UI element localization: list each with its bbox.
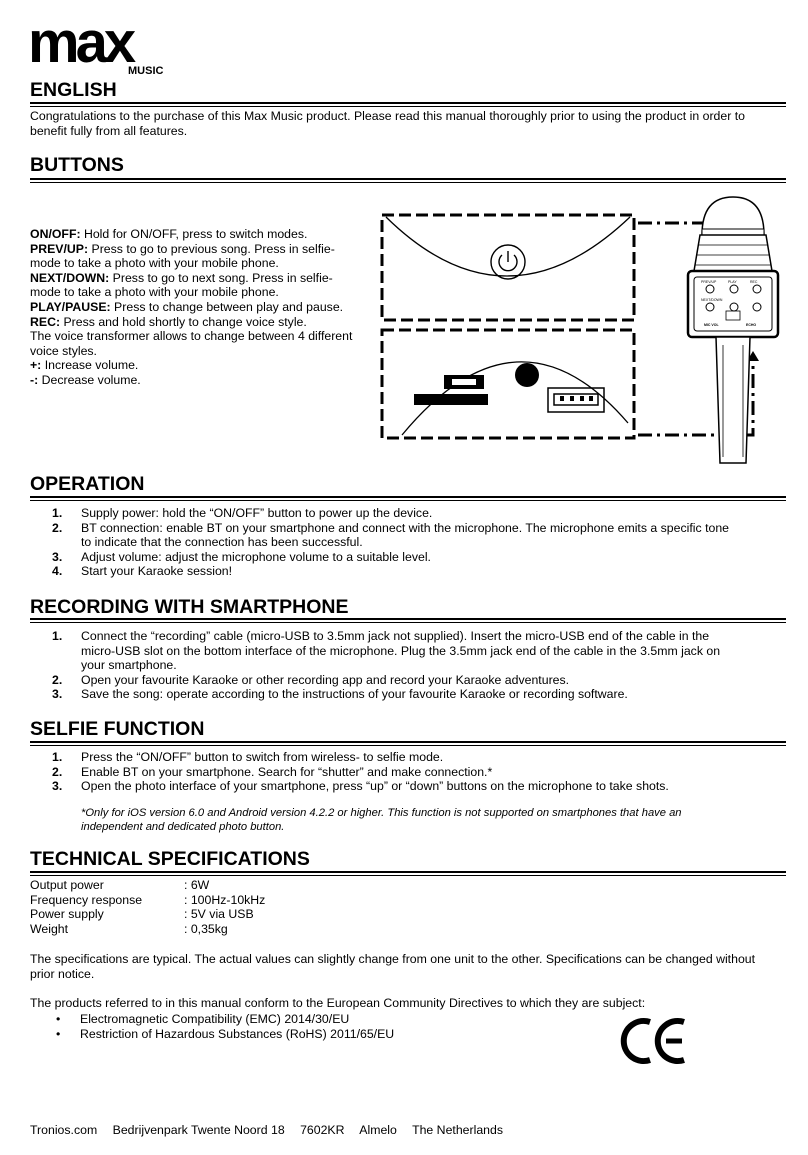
button-desc-on-off: ON/OFF: Hold for ON/OFF, press to switch modes. (30, 227, 308, 241)
ce-mark-icon (618, 1016, 692, 1066)
recording-steps (52, 629, 742, 702)
panel-label-prev: PREV/UP (701, 280, 717, 284)
section-title-recording: RECORDING WITH SMARTPHONE (30, 596, 349, 618)
list-item: • Electromagnetic Compatibility (EMC) 2014/30/EU (52, 1012, 394, 1027)
list-item: 1. Connect the “recording” cable (micro-USB to 3.5mm jack not supplied). Insert the micro-USB end of the cable in the micro-USB slot on the bottom interface of the microphone. Plug the 3.5mm jack end of the cable in the 3.5mm jack on your smartphone. (52, 629, 721, 673)
microphone-diagram (378, 195, 788, 467)
list-item: • Restriction of Hazardous Substances (RoHS) 2011/65/EU (52, 1027, 394, 1042)
logo-text: max (28, 18, 133, 75)
panel-label-play: PLAY (728, 280, 737, 284)
buttons-description (30, 227, 360, 388)
button-desc-next-down: NEXT/DOWN: Press to go to next song. Press in selfie-mode to take a photo with your mobile phone. (30, 270, 333, 300)
panel-label-next: NEXT/DOWN (701, 298, 723, 302)
voice-transformer-desc: The voice transformer allows to change between 4 different voice styles. (30, 329, 353, 358)
section-divider (30, 871, 786, 876)
footer-street: Bedrijvenpark Twente Noord 18 (112, 1123, 285, 1137)
footer-country: The Netherlands (412, 1123, 503, 1137)
panel-label-mic-vol: MIC VOL (704, 323, 719, 327)
list-item: 1. Press the “ON/OFF” button to switch from wireless- to selfie mode. (52, 750, 444, 764)
section-title-specs: TECHNICAL SPECIFICATIONS (30, 848, 310, 870)
section-divider (30, 178, 786, 183)
spec-row: Output power : 6W (30, 878, 210, 892)
list-item: 4. Start your Karaoke session! (52, 564, 233, 579)
section-divider (30, 618, 786, 623)
footer-address (30, 1123, 515, 1137)
spec-row: Power supply : 5V via USB (30, 907, 254, 922)
max-music-logo (28, 18, 188, 78)
micro-usb-port-icon (414, 375, 488, 405)
section-title-operation: OPERATION (30, 473, 145, 495)
footer-website: Tronios.com (30, 1123, 98, 1137)
specs-table (30, 878, 265, 936)
top-interface-detail (382, 215, 634, 320)
logo-subtext: MUSIC (128, 65, 164, 77)
intro-text: Congratulations to the purchase of this Max Music product. Please read this manual thoroughly prior to using the product in order to benefit fully from all features. (30, 109, 745, 138)
list-item: 2. BT connection: enable BT on your smartphone and connect with the microphone. The microphone emits a specific tone to indicate that the connection has been successful. (52, 520, 730, 550)
audio-jack-icon (515, 363, 539, 387)
microphone-illustration (688, 197, 778, 463)
spec-row: Weight : 0,35kg (30, 921, 228, 936)
button-desc-minus: -: Decrease volume. (30, 372, 141, 387)
footer-postcode: 7602KR (300, 1123, 345, 1137)
button-desc-plus: +: Increase volume. (30, 358, 139, 373)
operation-steps (52, 506, 742, 579)
list-item: 3. Save the song: operate according to the instructions of your favourite Karaoke or recording software. (52, 687, 628, 702)
directives-list (52, 1012, 394, 1041)
list-item: 3. Adjust volume: adjust the microphone volume to a suitable level. (52, 549, 431, 564)
section-title-buttons: BUTTONS (30, 154, 124, 176)
spec-row: Frequency response : 100Hz-10kHz (30, 892, 266, 907)
section-divider (30, 496, 786, 501)
selfie-footnote: *Only for iOS version 6.0 and Android version 4.2.2 or higher. This function is not supported on smartphones that have an independent and dedicated photo button. (81, 807, 682, 834)
power-icon (491, 245, 525, 279)
button-desc-prev-up: PREV/UP: Press to go to previous song. Press in selfie-mode to take a photo with your mobile phone. (30, 241, 335, 271)
panel-label-echo: ECHO (746, 323, 757, 327)
list-item: 2. Open your favourite Karaoke or other recording app and record your Karaoke adventures. (52, 672, 570, 687)
list-item: 3. Open the photo interface of your smartphone, press “up” or “down” buttons on the microphone to take shots. (52, 779, 669, 794)
conformity-text: The products referred to in this manual conform to the European Community Directives to which they are subject: (30, 996, 646, 1010)
footer-city: Almelo (359, 1123, 397, 1137)
list-item: 1. Supply power: hold the “ON/OFF” button to power up the device. (52, 506, 433, 520)
section-title-english: ENGLISH (30, 79, 117, 101)
section-title-selfie: SELFIE FUNCTION (30, 718, 205, 740)
button-desc-rec: REC: Press and hold shortly to change voice style. (30, 314, 307, 329)
selfie-steps (52, 750, 742, 794)
section-divider (30, 741, 786, 746)
list-item: 2. Enable BT on your smartphone. Search for “shutter” and make connection.* (52, 764, 493, 779)
panel-label-rec: REC (750, 280, 758, 284)
bottom-interface-detail (382, 330, 634, 438)
button-desc-play-pause: PLAY/PAUSE: Press to change between play and pause. (30, 299, 344, 314)
specs-note: The specifications are typical. The actual values can slightly change from one unit to the other. Specifications can be changed without prior notice. (30, 952, 756, 981)
section-divider (30, 102, 786, 107)
